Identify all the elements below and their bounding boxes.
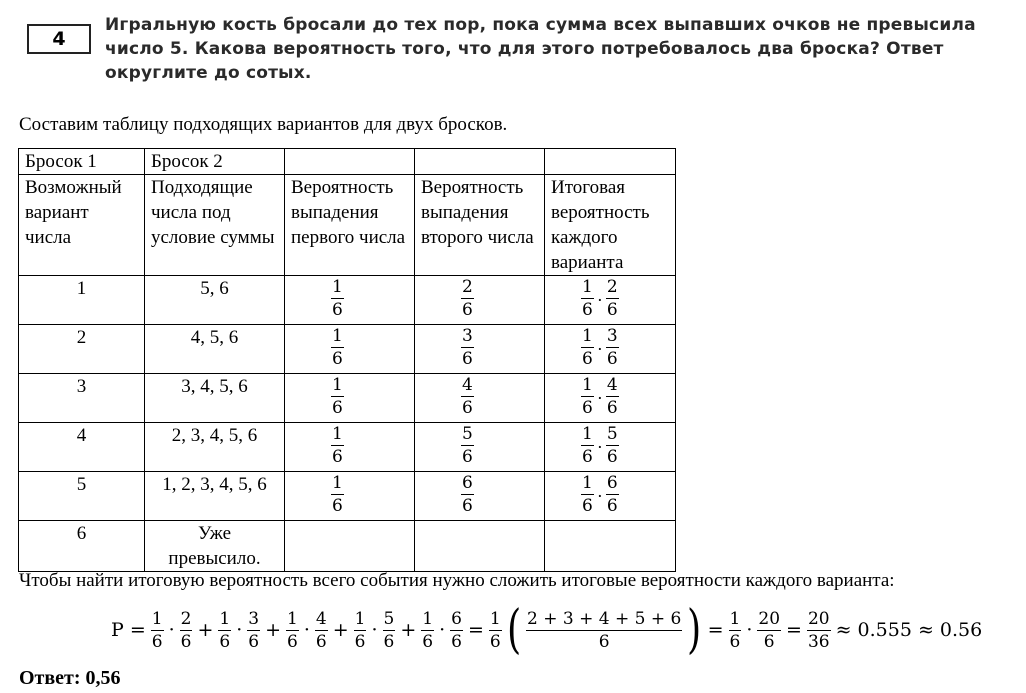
answer: Ответ: 0,56 — [19, 667, 121, 689]
formula-fraction: $\frac{20}{36}$ — [807, 608, 830, 652]
empty-cell — [545, 521, 676, 572]
prob-first-cell — [285, 374, 415, 423]
formula-fraction: $\frac{1}{6}$ — [219, 608, 231, 652]
prob-first-cell — [285, 472, 415, 521]
formula-terms — [149, 608, 465, 653]
multiply-dot: · — [596, 290, 603, 310]
multiply-dot: · — [596, 437, 603, 457]
formula-term — [284, 608, 330, 653]
formula-fraction: $\frac{20}{6}$ — [758, 608, 781, 652]
equals-sign: = — [467, 619, 484, 641]
fits-cell: 1, 2, 3, 4, 5, 6 — [145, 472, 285, 521]
header-cell: Итоговая вероятность каждого варианта — [545, 175, 676, 276]
table-header — [19, 175, 676, 276]
equals-sign: = — [786, 619, 802, 641]
formula-term — [352, 608, 398, 653]
formula-term — [149, 608, 195, 653]
fraction: $\frac{1}{6}$ — [332, 424, 343, 467]
fraction: $\frac{1}{6}$ — [582, 473, 593, 516]
header-cell: Бросок 1 — [19, 149, 145, 175]
total-prob-cell — [545, 423, 676, 472]
fits-cell: 4, 5, 6 — [145, 325, 285, 374]
table-row — [19, 276, 676, 325]
fraction: $\frac{1}{6}$ — [582, 326, 593, 369]
fraction: $\frac{5}{6}$ — [462, 424, 473, 467]
prob-second-cell — [415, 325, 545, 374]
fraction: $\frac{4}{6}$ — [462, 375, 473, 418]
table-row — [19, 423, 676, 472]
multiply-dot: · — [303, 619, 310, 641]
fraction: $\frac{2}{6}$ — [606, 277, 618, 320]
formula-fraction: $\frac{4}{6}$ — [315, 608, 327, 652]
header-cell — [285, 149, 415, 175]
prob-first-cell — [285, 276, 415, 325]
first-number-cell: 1 — [19, 276, 145, 325]
fraction: $\frac{1}{6}$ — [332, 277, 343, 320]
first-number-cell: 6 — [19, 521, 145, 572]
fraction: $\frac{1}{6}$ — [332, 473, 343, 516]
first-number-cell: 4 — [19, 423, 145, 472]
prob-second-cell — [415, 374, 545, 423]
fraction: $\frac{1}{6}$ — [582, 375, 593, 418]
prob-first-cell — [285, 325, 415, 374]
fits-cell: 5, 6 — [145, 276, 285, 325]
header-cell — [415, 149, 545, 175]
first-number-cell: 3 — [19, 374, 145, 423]
multiply-dot: · — [371, 619, 378, 641]
total-prob-cell — [545, 325, 676, 374]
multiply-dot: · — [596, 339, 603, 359]
formula-fraction: $\frac{1}{6}$ — [354, 608, 366, 652]
right-paren: ) — [687, 600, 702, 660]
total-prob-cell — [545, 374, 676, 423]
header-cell: Подходящие числа под условие суммы — [145, 175, 285, 276]
table-row — [19, 521, 676, 572]
plus-sign: + — [265, 619, 281, 641]
fraction: $\frac{3}{6}$ — [462, 326, 473, 369]
intro-text: Составим таблицу подходящих вариантов для двух бросков. — [19, 114, 508, 135]
fraction: $\frac{1}{6}$ — [332, 326, 343, 369]
header-cell — [545, 149, 676, 175]
fraction: $\frac{5}{6}$ — [606, 424, 618, 467]
fraction: $\frac{4}{6}$ — [606, 375, 618, 418]
formula-fraction: $\frac{5}{6}$ — [383, 608, 395, 652]
formula-lhs: P = — [111, 619, 146, 641]
prob-first-cell — [285, 423, 415, 472]
fraction: $\frac{6}{6}$ — [462, 473, 473, 516]
fraction: $\frac{6}{6}$ — [606, 473, 618, 516]
first-number-cell: 5 — [19, 472, 145, 521]
probability-formula — [108, 600, 985, 660]
summary-text: Чтобы найти итоговую вероятность всего события нужно сложить итоговые вероятности каждого варианта: — [19, 570, 895, 591]
formula-fraction: $\frac{1}{6}$ — [729, 608, 741, 652]
fits-cell: 3, 4, 5, 6 — [145, 374, 285, 423]
first-number-cell: 2 — [19, 325, 145, 374]
multiply-dot: · — [596, 486, 603, 506]
problem-text: Игральную кость бросали до тех пор, пока сумма всех выпавших очков не превысила число 5. Какова вероятность того, что для этого потребовалось два броска? Ответ округлите до сотых. — [105, 15, 976, 83]
plus-sign: + — [332, 619, 349, 641]
empty-cell — [285, 521, 415, 572]
variants-table — [18, 148, 676, 572]
equals-sign: = — [707, 619, 724, 641]
multiply-dot: · — [746, 619, 753, 641]
table-row — [19, 472, 676, 521]
multiply-dot: · — [168, 619, 175, 641]
multiply-dot: · — [439, 619, 446, 641]
total-prob-cell — [545, 472, 676, 521]
fraction: $\frac{1}{6}$ — [332, 375, 343, 418]
formula-fraction: $\frac{1}{6}$ — [151, 608, 163, 652]
table-row — [19, 325, 676, 374]
fraction: $\frac{1}{6}$ — [582, 424, 593, 467]
approx-value-rounded: ≈ 0.56 — [917, 619, 983, 641]
table-header-top — [19, 149, 676, 175]
plus-sign: + — [400, 619, 417, 641]
header-cell: Возможный вариант числа — [19, 175, 145, 276]
plus-sign: + — [197, 619, 214, 641]
formula-fraction: $\frac{1}{6}$ — [422, 608, 434, 652]
formula-fraction: $\frac{2 + 3 + 4 + 5 + 6}{6}$ — [527, 608, 682, 652]
empty-cell — [415, 521, 545, 572]
formula-fraction: $\frac{1}{6}$ — [489, 608, 501, 652]
header-cell: Вероятность выпадения второго числа — [415, 175, 545, 276]
header-cell: Вероятность выпадения первого числа — [285, 175, 415, 276]
formula-term — [419, 608, 465, 653]
formula-fraction: $\frac{1}{6}$ — [287, 608, 298, 652]
table-row — [19, 374, 676, 423]
prob-second-cell — [415, 472, 545, 521]
prob-second-cell — [415, 276, 545, 325]
fraction: $\frac{1}{6}$ — [582, 277, 593, 320]
multiply-dot: · — [596, 388, 603, 408]
prob-second-cell — [415, 423, 545, 472]
total-prob-cell — [545, 276, 676, 325]
formula-fraction: $\frac{2}{6}$ — [180, 608, 192, 652]
formula-fraction: $\frac{3}{6}$ — [248, 608, 260, 652]
approx-value: ≈ 0.555 — [835, 619, 912, 641]
header-cell: Бросок 2 — [145, 149, 285, 175]
left-paren: ( — [506, 600, 521, 660]
multiply-dot: · — [236, 619, 243, 641]
problem-number: 4 — [27, 24, 91, 54]
fits-cell: 2, 3, 4, 5, 6 — [145, 423, 285, 472]
fraction: $\frac{2}{6}$ — [462, 277, 473, 320]
formula-fraction: $\frac{6}{6}$ — [451, 608, 462, 652]
fraction: $\frac{3}{6}$ — [606, 326, 618, 369]
formula-term — [216, 608, 262, 653]
fits-cell: Уже превысило. — [145, 521, 285, 572]
